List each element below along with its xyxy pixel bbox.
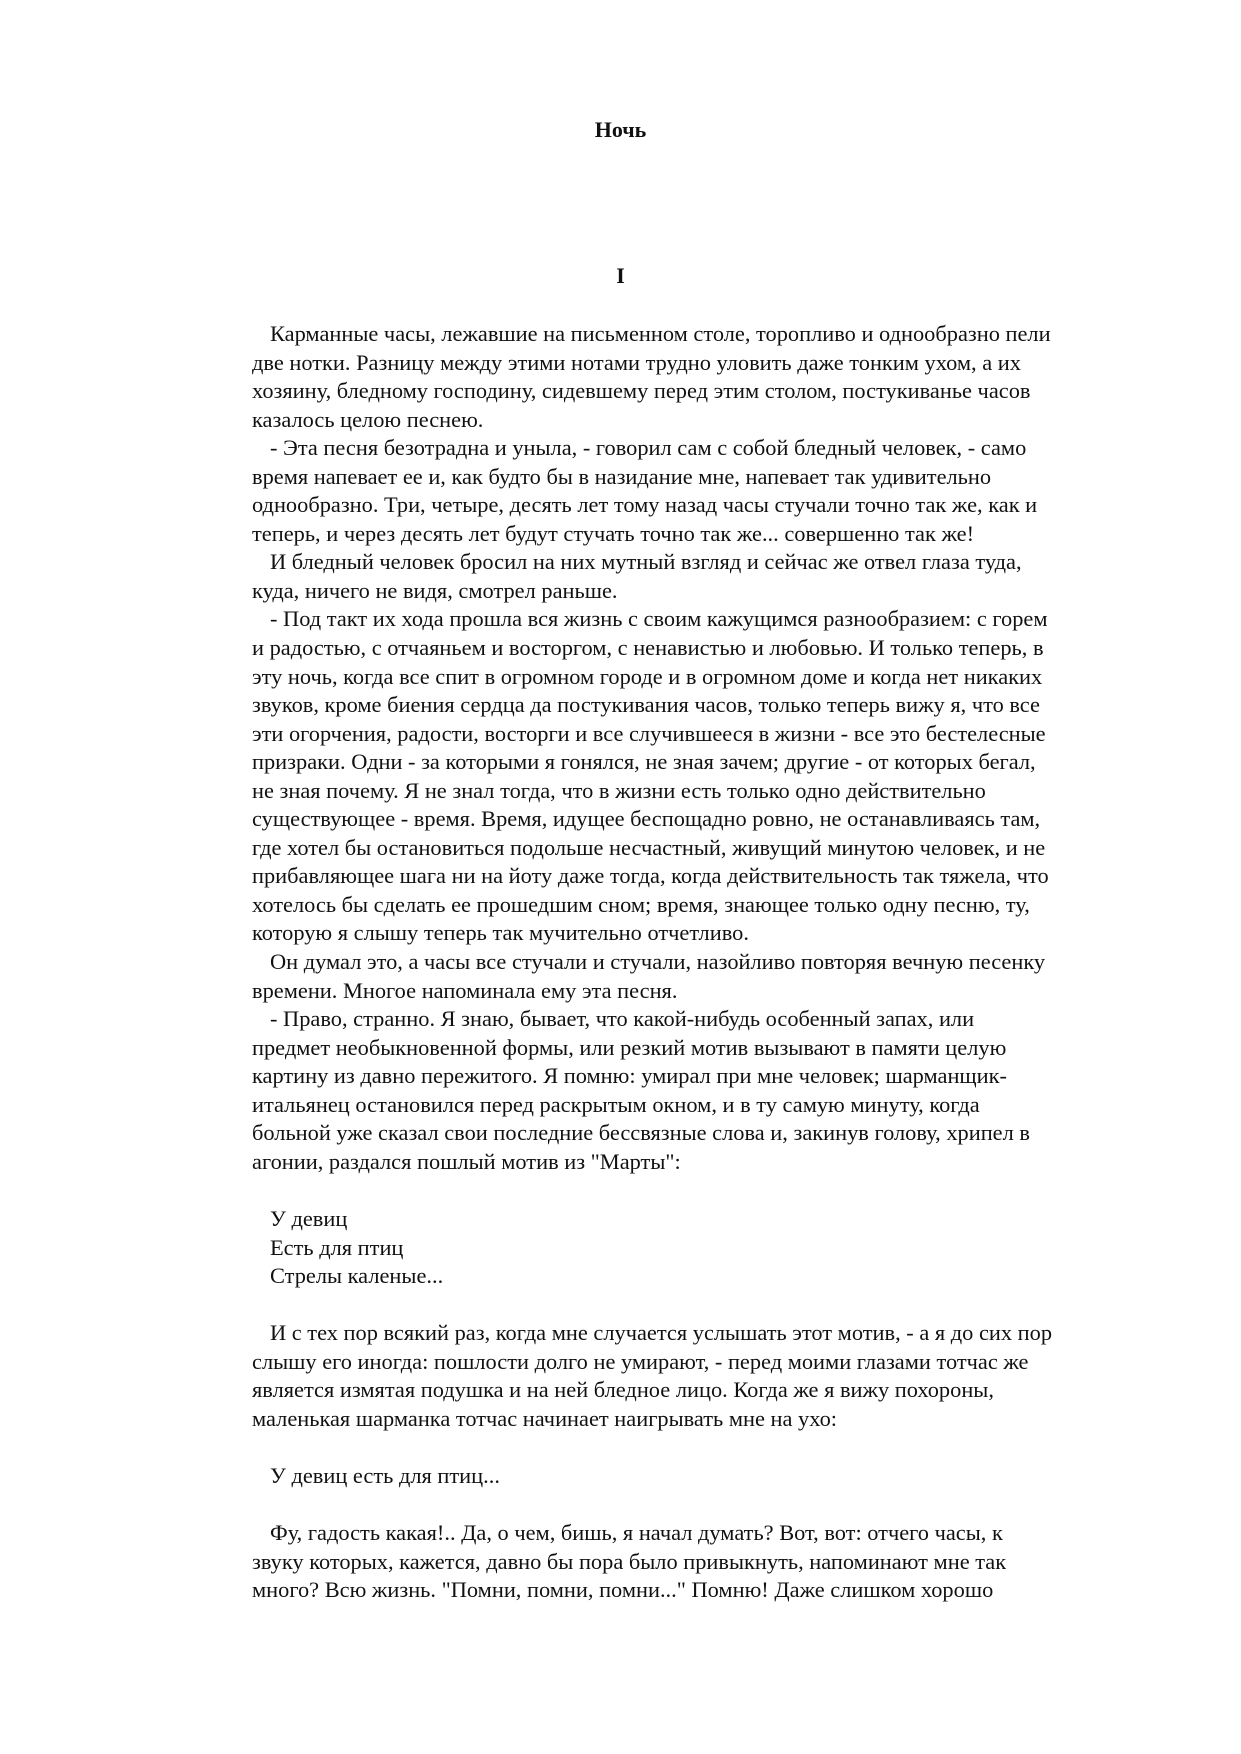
text-line: две нотки. Разницу между этими нотами трудно уловить даже тонким ухом, а их xyxy=(252,349,1021,375)
text-line: которую я слышу теперь так мучительно отчетливо. xyxy=(252,920,749,946)
text-line: предмет необыкновенной формы, или резкий мотив вызывают в памяти целую xyxy=(252,1034,1007,1060)
verse xyxy=(252,1462,1152,1491)
blank-line xyxy=(252,1433,1152,1462)
text-line: эту ночь, когда все спит в огромном городе и в огромном доме и когда нет никаких xyxy=(252,663,1043,689)
blank-line xyxy=(252,1490,1152,1519)
text-line: и радостью, с отчаяньем и восторгом, с ненавистью и любовью. И только теперь, в xyxy=(252,635,1044,661)
text-line: больной уже сказал свои последние бессвязные слова и, закинув голову, хрипел в xyxy=(252,1120,1030,1146)
verse xyxy=(252,1205,1152,1291)
paragraph xyxy=(252,434,1152,548)
document-title: Ночь xyxy=(594,117,647,142)
blank-line xyxy=(252,1291,1152,1320)
text-line: призраки. Одни - за которыми я гонялся, не зная зачем; другие - от которых бегал, xyxy=(252,749,1036,775)
text-line: Он думал это, а часы все стучали и стучали, назойливо повторяя вечную песенку xyxy=(270,949,1046,975)
paragraph xyxy=(252,1519,1152,1605)
text-line: Карманные часы, лежавшие на письменном столе, торопливо и однообразно пели xyxy=(270,321,1051,346)
text-line: маленькая шарманка тотчас начинает наигрывать мне на ухо: xyxy=(252,1405,838,1431)
paragraph xyxy=(252,1319,1152,1433)
verse-line: Есть для птиц xyxy=(270,1234,404,1260)
text-line: И с тех пор всякий раз, когда мне случается услышать этот мотив, - а я до сих пор xyxy=(270,1320,1053,1346)
text-line: является измятая подушка и на ней бледное лицо. Когда же я вижу похороны, xyxy=(252,1377,994,1403)
text-line: слышу его иногда: пошлости долго не умирают, - перед моими глазами тотчас же xyxy=(252,1348,1029,1374)
text-line: звуку которых, кажется, давно бы пора было привыкнуть, напоминают мне так xyxy=(252,1548,1007,1574)
text-line: - Под такт их хода прошла вся жизнь с своим кажущимся разнообразием: с горем xyxy=(270,606,1048,632)
text-line: звуков, кроме биения сердца да постукивания часов, только теперь вижу я, что все xyxy=(252,692,1040,718)
text-line: Фу, гадость какая!.. Да, о чем, бишь, я начал думать? Вот, вот: отчего часы, к xyxy=(270,1519,1003,1545)
text-line: хотелось бы сделать ее прошедшим сном; время, знающее только одну песню, ту, xyxy=(252,891,1030,917)
text-line: итальянец остановился перед раскрытым окном, и в ту самую минуту, когда xyxy=(252,1091,980,1117)
text-line: где хотел бы остановиться подольше несчастный, живущий минутою человек, и не xyxy=(252,834,1046,860)
text-line: картину из давно пережитого. Я помню: умирал при мне человек; шарманщик- xyxy=(252,1063,1007,1089)
text-line: И бледный человек бросил на них мутный взгляд и сейчас же отвел глаза туда, xyxy=(270,549,1022,575)
paragraph xyxy=(252,948,1152,1005)
text-line: не зная почему. Я не знал тогда, что в жизни есть только одно действительно xyxy=(252,777,986,803)
text-line: прибавляющее шага ни на йоту даже тогда, когда действительность так тяжела, что xyxy=(252,863,1049,889)
text-line: время напевает ее и, как будто бы в назидание мне, напевает так удивительно xyxy=(252,463,992,489)
text-line: казалось целою песнею. xyxy=(252,406,484,432)
paragraph xyxy=(252,1005,1152,1176)
text-line: времени. Многое напоминала ему эта песня. xyxy=(252,977,678,1003)
paragraph xyxy=(252,320,1152,434)
verse-line: У девиц xyxy=(270,1205,348,1231)
text-line: теперь, и через десять лет будут стучать точно так же... совершенно так же! xyxy=(252,520,975,546)
text-line: хозяину, бледному господину, сидевшему перед этим столом, постукиванье часов xyxy=(252,378,1031,404)
verse-line: У девиц есть для птиц... xyxy=(270,1462,500,1488)
text-line: агонии, раздался пошлый мотив из "Марты": xyxy=(252,1148,681,1174)
text-line: однообразно. Три, четыре, десять лет тому назад часы стучали точно так же, как и xyxy=(252,492,1038,518)
text-line: - Право, странно. Я знаю, бывает, что какой-нибудь особенный запах, или xyxy=(270,1006,975,1032)
text-line: эти огорчения, радости, восторги и все случившееся в жизни - все это бестелесные xyxy=(252,720,1046,746)
verse-line: Стрелы каленые... xyxy=(270,1263,444,1289)
text-line: существующее - время. Время, идущее беспощадно ровно, не останавливаясь там, xyxy=(252,806,1041,832)
body-text xyxy=(252,320,1152,1605)
text-line: много? Всю жизнь. "Помни, помни, помни..." Помню! Даже слишком хорошо xyxy=(252,1577,994,1603)
blank-line xyxy=(252,1176,1152,1205)
text-line: - Эта песня безотрадна и уныла, - говорил сам с собой бледный человек, - само xyxy=(270,435,1027,461)
paragraph xyxy=(252,605,1152,948)
chapter-heading: I xyxy=(616,263,625,288)
text-line: куда, ничего не видя, смотрел раньше. xyxy=(252,577,618,603)
paragraph xyxy=(252,548,1152,605)
